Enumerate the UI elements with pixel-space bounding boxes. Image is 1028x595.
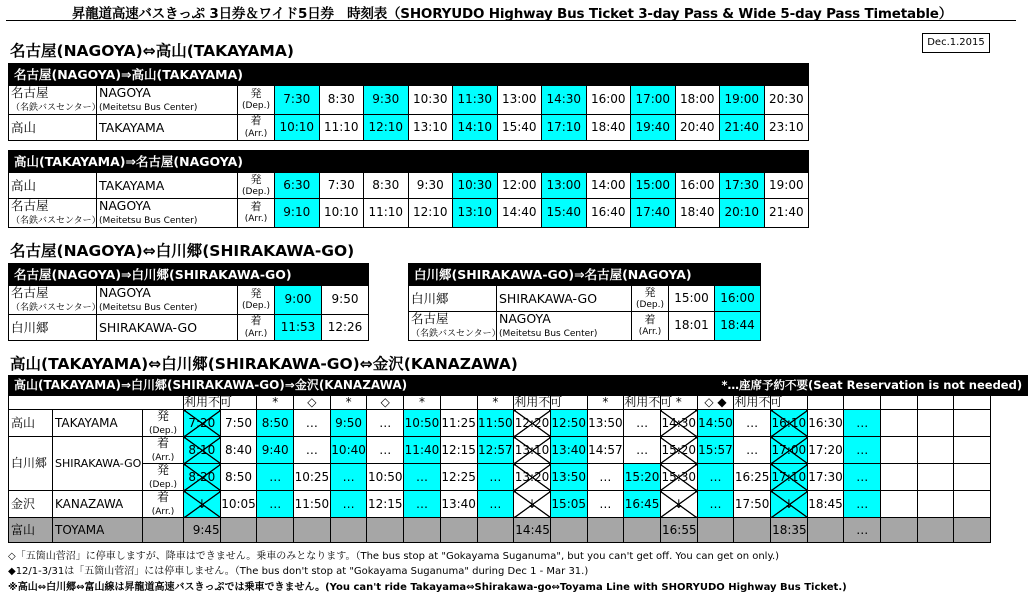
time-cell: 16:00 xyxy=(586,86,631,115)
time-cell: 15:40 xyxy=(542,199,587,228)
time-cell: 20:30 xyxy=(764,86,809,115)
time-cell: … xyxy=(257,491,294,518)
stop-name-jp: 名古屋 （名鉄バスセンター） xyxy=(9,286,97,315)
time-cell: 13:00 xyxy=(497,86,542,115)
arr-label: 着 (Arr.) xyxy=(143,491,184,518)
note-gokayama-winter: ◆12/1-3/31は「五箇山菅沼」には停車しません。（The bus don't stop at "Gokayama Suganuma" during Dec 1 - Mar 31.) xyxy=(8,566,589,577)
stop-name-en: TOYAMA xyxy=(53,518,143,543)
time-cell: 18:45 xyxy=(807,491,844,518)
time-cell: 16:00 xyxy=(675,173,720,199)
time-cell xyxy=(477,518,514,543)
page-title: 昇龍道高速バスきっぷ 3日券＆ワイド5日券 時刻表（SHORYUDO Highway Bus Ticket 3-day Pass & Wide 5-day Pass Timetable） xyxy=(71,6,953,22)
time-cell: 6:30 xyxy=(275,173,320,199)
time-cell xyxy=(624,518,661,543)
time-cell: 14:57 xyxy=(587,437,624,464)
time-cell: … xyxy=(734,410,771,437)
time-cell: 21:40 xyxy=(764,199,809,228)
time-cell: … xyxy=(844,518,881,543)
arr-label: 着 (Arr.) xyxy=(238,114,275,140)
time-cell: 23:10 xyxy=(764,114,809,140)
time-cell: 15:20 xyxy=(624,464,661,491)
time-cell: 15:05 xyxy=(550,491,587,518)
stop-name-en: TAKAYAMA xyxy=(97,173,238,199)
time-cell: 11:40 xyxy=(404,437,441,464)
symbol-cell: * xyxy=(257,396,294,410)
time-cell: 12:10 xyxy=(364,114,409,140)
time-cell xyxy=(917,464,954,491)
time-cell: 7:30 xyxy=(275,86,320,115)
time-cell: 12:50 xyxy=(550,410,587,437)
time-cell: 9:10 xyxy=(275,199,320,228)
time-cell: … xyxy=(587,464,624,491)
title-underline xyxy=(6,20,1016,21)
time-cell: 17:50 xyxy=(734,491,771,518)
arr-label: 着 (Arr.) xyxy=(632,312,669,341)
time-cell: 7:50 xyxy=(220,410,257,437)
time-cell-unavailable: ↓ xyxy=(660,491,697,518)
stop-name-jp: 白川郷 xyxy=(9,437,53,491)
time-cell: … xyxy=(330,464,367,491)
time-cell: 12:57 xyxy=(477,437,514,464)
time-cell: 14:40 xyxy=(497,199,542,228)
dep-label: 発 (Dep.) xyxy=(143,410,184,437)
symbol-cell: * xyxy=(587,396,624,410)
time-cell: 9:00 xyxy=(275,286,322,315)
stop-name-jp: 名古屋 （名鉄バスセンター） xyxy=(9,86,97,115)
time-cell-unavailable: 16:55 xyxy=(660,518,697,543)
time-cell: 13:50 xyxy=(550,464,587,491)
time-cell: 17:40 xyxy=(631,199,676,228)
time-cell: 18:01 xyxy=(669,312,715,341)
unavailable-label: 利用不可 xyxy=(514,395,563,410)
unavailable-label: 利用不可 xyxy=(624,395,673,410)
time-cell-unavailable: 17:00 xyxy=(771,437,808,464)
timetable-takayama-to-nagoya xyxy=(8,150,809,228)
time-cell-unavailable: ↓ xyxy=(184,491,221,518)
time-cell: 12:10 xyxy=(408,199,453,228)
section-title-takayama-kanazawa: 高山(TAKAYAMA)⇔白川郷(SHIRAKAWA-GO)⇔金沢(KANAZAWA) xyxy=(10,355,518,373)
time-cell-unavailable: ↓ xyxy=(771,491,808,518)
time-cell: 13:50 xyxy=(587,410,624,437)
time-cell: 19:00 xyxy=(720,86,765,115)
time-cell: 11:50 xyxy=(294,491,331,518)
time-cell: 9:40 xyxy=(257,437,294,464)
time-cell xyxy=(881,464,918,491)
time-cell: 9:50 xyxy=(322,286,369,315)
arr-label: 着 (Arr.) xyxy=(143,437,184,464)
symbol-cell xyxy=(881,396,918,410)
time-cell: 11:50 xyxy=(477,410,514,437)
time-cell xyxy=(881,410,918,437)
time-cell xyxy=(550,518,587,543)
table-header: 名古屋(NAGOYA)⇒白川郷(SHIRAKAWA-GO) xyxy=(9,264,369,286)
time-cell-unavailable: 12:20 xyxy=(514,410,551,437)
time-cell: … xyxy=(330,491,367,518)
time-cell xyxy=(220,518,257,543)
arr-label: 着 (Arr.) xyxy=(238,314,275,340)
time-cell xyxy=(917,437,954,464)
symbol-cell: ◇ ◆ xyxy=(697,396,734,410)
time-cell: … xyxy=(844,437,881,464)
time-cell-unavailable: 14:30 xyxy=(660,410,697,437)
time-cell: 10:30 xyxy=(408,86,453,115)
time-cell: 17:30 xyxy=(807,464,844,491)
table-row xyxy=(9,464,1028,491)
stop-name-en: SHIRAKAWA-GO xyxy=(97,314,238,340)
time-cell: … xyxy=(477,464,514,491)
stop-name-en: SHIRAKAWA-GO xyxy=(497,286,632,312)
time-cell xyxy=(954,437,991,464)
time-cell: … xyxy=(697,491,734,518)
time-cell xyxy=(257,518,294,543)
arr-label: 着 (Arr.) xyxy=(238,199,275,228)
table-header: 名古屋(NAGOYA)⇒高山(TAKAYAMA) xyxy=(9,64,809,86)
time-cell xyxy=(734,518,771,543)
blank-cell xyxy=(9,396,184,410)
time-cell: … xyxy=(624,410,661,437)
time-cell: 11:25 xyxy=(440,410,477,437)
time-cell: 14:00 xyxy=(586,173,631,199)
time-cell: … xyxy=(477,491,514,518)
stop-name-jp: 名古屋 （名鉄バスセンター） xyxy=(409,312,497,341)
time-cell: 18:44 xyxy=(715,312,761,341)
stop-name-en: TAKAYAMA xyxy=(53,410,143,437)
time-cell xyxy=(807,518,844,543)
dep-label: 発 (Dep.) xyxy=(143,464,184,491)
time-cell xyxy=(917,518,954,543)
time-cell: 14:50 xyxy=(697,410,734,437)
time-cell: 17:00 xyxy=(631,86,676,115)
table-header: 高山(TAKAYAMA)⇒名古屋(NAGOYA) xyxy=(9,151,809,173)
stop-name-jp: 高山 xyxy=(9,410,53,437)
time-cell: 19:40 xyxy=(631,114,676,140)
time-cell: 10:05 xyxy=(220,491,257,518)
time-cell-unavailable: 9:45 xyxy=(184,518,221,543)
time-cell-unavailable: 8:10 xyxy=(184,437,221,464)
table-row xyxy=(9,199,809,228)
time-cell: … xyxy=(294,437,331,464)
time-cell: … xyxy=(367,410,404,437)
time-cell: 18:40 xyxy=(586,114,631,140)
time-cell: 8:30 xyxy=(319,86,364,115)
time-cell: 11:10 xyxy=(364,199,409,228)
timetable-takayama-shirakawa-kanazawa xyxy=(8,375,1028,543)
time-cell xyxy=(587,518,624,543)
stop-name-en: SHIRAKAWA-GO xyxy=(53,437,143,491)
table-header: 白川郷(SHIRAKAWA-GO)⇒名古屋(NAGOYA) xyxy=(409,264,761,286)
time-cell: … xyxy=(257,464,294,491)
time-cell: 13:00 xyxy=(542,173,587,199)
time-cell: 8:50 xyxy=(257,410,294,437)
time-cell: … xyxy=(624,437,661,464)
time-cell: 7:30 xyxy=(319,173,364,199)
time-cell: 21:40 xyxy=(720,114,765,140)
time-cell: 9:30 xyxy=(364,86,409,115)
stop-name-en: KANAZAWA xyxy=(53,491,143,518)
table-row xyxy=(9,173,809,199)
time-cell: 16:00 xyxy=(715,286,761,312)
blank-cell xyxy=(143,518,184,543)
dep-label: 発 (Dep.) xyxy=(238,286,275,315)
symbol-cell: ◇ xyxy=(367,396,404,410)
symbol-cell xyxy=(917,396,954,410)
time-cell-unavailable: ↓ xyxy=(514,491,551,518)
stop-name-en: TAKAYAMA xyxy=(97,114,238,140)
time-cell: 20:40 xyxy=(675,114,720,140)
time-cell-unavailable: 15:30 xyxy=(660,464,697,491)
timetable-shirakawa-to-nagoya xyxy=(408,263,761,341)
time-cell: 14:30 xyxy=(542,86,587,115)
time-cell: 17:30 xyxy=(720,173,765,199)
note-gokayama-stop: ◇「五箇山菅沼」に停車しますが、降車はできません。乗車のみとなります。（The bus stop at "Gokayama Suganuma", but you can't get off. You can get on only.) xyxy=(8,551,780,562)
unavailable-label: 利用不可 xyxy=(734,395,783,410)
time-cell: 17:10 xyxy=(542,114,587,140)
time-cell: 11:30 xyxy=(453,86,498,115)
time-cell: 18:00 xyxy=(675,86,720,115)
time-cell-unavailable: 18:35 xyxy=(771,518,808,543)
time-cell: 10:40 xyxy=(330,437,367,464)
stop-name-jp: 名古屋 （名鉄バスセンター） xyxy=(9,199,97,228)
table-row xyxy=(9,314,369,340)
symbol-cell xyxy=(954,396,991,410)
time-cell: 10:50 xyxy=(404,410,441,437)
stop-name-en: NAGOYA (Meitetsu Bus Center) xyxy=(497,312,632,341)
section-title-nagoya-takayama: 名古屋(NAGOYA)⇔高山(TAKAYAMA) xyxy=(10,42,294,60)
time-cell-unavailable: 7:20 xyxy=(184,410,221,437)
time-cell: 11:53 xyxy=(275,314,322,340)
table-row xyxy=(9,437,1028,464)
time-cell: 16:40 xyxy=(586,199,631,228)
time-cell: 10:50 xyxy=(367,464,404,491)
time-cell: … xyxy=(404,491,441,518)
time-cell: … xyxy=(844,410,881,437)
time-cell xyxy=(697,518,734,543)
time-cell: 12:26 xyxy=(322,314,369,340)
time-cell: 16:30 xyxy=(807,410,844,437)
time-cell xyxy=(954,464,991,491)
time-cell: 16:25 xyxy=(734,464,771,491)
time-cell: 11:10 xyxy=(319,114,364,140)
time-cell: 10:10 xyxy=(275,114,320,140)
date-box: Dec.1.2015 xyxy=(922,33,990,53)
time-cell-unavailable: 8:20 xyxy=(184,464,221,491)
table-row xyxy=(9,410,1028,437)
stop-name-en: NAGOYA (Meitetsu Bus Center) xyxy=(97,86,238,115)
stop-name-en: NAGOYA (Meitetsu Bus Center) xyxy=(97,286,238,315)
note-toyama-line: ※高山⇔白川郷⇔富山線は昇龍道高速バスきっぷでは乗車できません。(You can't ride Takayama⇔Shirakawa-go⇔Toyama Line with SHORYUDO Highway Bus Ticket.) xyxy=(8,582,847,593)
section-title-nagoya-shirakawa: 名古屋(NAGOYA)⇔白川郷(SHIRAKAWA-GO) xyxy=(10,242,355,260)
symbol-row xyxy=(9,396,1028,410)
timetable-nagoya-to-takayama xyxy=(8,63,809,141)
time-cell-unavailable: 17:10 xyxy=(771,464,808,491)
time-cell: … xyxy=(404,464,441,491)
time-cell: 8:40 xyxy=(220,437,257,464)
stop-name-jp: 白川郷 xyxy=(9,314,97,340)
time-cell: 8:30 xyxy=(364,173,409,199)
time-cell: … xyxy=(844,464,881,491)
time-cell: 8:50 xyxy=(220,464,257,491)
stop-name-jp: 白川郷 xyxy=(409,286,497,312)
time-cell: 9:50 xyxy=(330,410,367,437)
symbol-cell xyxy=(440,396,477,410)
symbol-cell: * xyxy=(404,396,441,410)
stop-name-jp: 金沢 xyxy=(9,491,53,518)
table-row xyxy=(9,491,1028,518)
time-cell xyxy=(404,518,441,543)
time-cell xyxy=(954,491,991,518)
table-row xyxy=(9,114,809,140)
symbol-cell: * xyxy=(660,396,697,410)
time-cell: … xyxy=(367,437,404,464)
time-cell: 10:30 xyxy=(453,173,498,199)
stop-name-jp: 富山 xyxy=(9,518,53,543)
time-cell: 15:40 xyxy=(497,114,542,140)
time-cell xyxy=(330,518,367,543)
time-cell: 12:15 xyxy=(367,491,404,518)
time-cell xyxy=(917,410,954,437)
time-cell: 20:10 xyxy=(720,199,765,228)
unavailable-label: 利用不可 xyxy=(184,395,233,410)
time-cell: 13:40 xyxy=(440,491,477,518)
time-cell-unavailable: 15:20 xyxy=(660,437,697,464)
time-cell: 16:45 xyxy=(624,491,661,518)
time-cell xyxy=(294,518,331,543)
time-cell xyxy=(367,518,404,543)
seat-note: *…座席予約不要(Seat Reservation is not needed) xyxy=(721,378,1023,393)
time-cell-unavailable: 14:45 xyxy=(514,518,551,543)
time-cell: … xyxy=(844,491,881,518)
timetable-nagoya-to-shirakawa xyxy=(8,263,369,341)
time-cell: 10:10 xyxy=(319,199,364,228)
time-cell xyxy=(881,491,918,518)
symbol-cell: * xyxy=(330,396,367,410)
table-row xyxy=(409,312,761,341)
time-cell: 12:15 xyxy=(440,437,477,464)
symbol-cell: * xyxy=(477,396,514,410)
dep-label: 発 (Dep.) xyxy=(238,86,275,115)
time-cell xyxy=(917,491,954,518)
time-cell: 12:25 xyxy=(440,464,477,491)
table-row xyxy=(409,286,761,312)
time-cell xyxy=(881,518,918,543)
stop-name-jp: 高山 xyxy=(9,173,97,199)
time-cell: … xyxy=(587,491,624,518)
time-cell xyxy=(954,410,991,437)
table-row xyxy=(9,86,809,115)
time-cell: 15:00 xyxy=(631,173,676,199)
time-cell xyxy=(954,518,991,543)
time-cell: 13:10 xyxy=(408,114,453,140)
table-row xyxy=(9,286,369,315)
table-row-toyama xyxy=(9,518,1028,543)
time-cell: 13:10 xyxy=(453,199,498,228)
time-cell: 13:40 xyxy=(550,437,587,464)
symbol-cell xyxy=(844,396,881,410)
time-cell xyxy=(440,518,477,543)
time-cell: 9:30 xyxy=(408,173,453,199)
time-cell: 17:20 xyxy=(807,437,844,464)
time-cell: 14:10 xyxy=(453,114,498,140)
time-cell: 19:00 xyxy=(764,173,809,199)
dep-label: 発 (Dep.) xyxy=(238,173,275,199)
time-cell: 15:00 xyxy=(669,286,715,312)
time-cell-unavailable: 13:10 xyxy=(514,437,551,464)
time-cell: 12:00 xyxy=(497,173,542,199)
time-cell xyxy=(881,437,918,464)
time-cell: … xyxy=(734,437,771,464)
stop-name-en: NAGOYA (Meitetsu Bus Center) xyxy=(97,199,238,228)
symbol-cell xyxy=(807,396,844,410)
symbol-cell: ◇ xyxy=(294,396,331,410)
table-header: 高山(TAKAYAMA)⇒白川郷(SHIRAKAWA-GO)⇒金沢(KANAZAWA) *…座席予約不要(Seat Reservation is not needed) xyxy=(9,376,1028,396)
time-cell: 10:25 xyxy=(294,464,331,491)
stop-name-jp: 高山 xyxy=(9,114,97,140)
time-cell-unavailable: 13:20 xyxy=(514,464,551,491)
time-cell-unavailable: 16:10 xyxy=(771,410,808,437)
time-cell: 15:57 xyxy=(697,437,734,464)
dep-label: 発 (Dep.) xyxy=(632,286,669,312)
time-cell: … xyxy=(697,464,734,491)
time-cell: 18:40 xyxy=(675,199,720,228)
time-cell: … xyxy=(294,410,331,437)
